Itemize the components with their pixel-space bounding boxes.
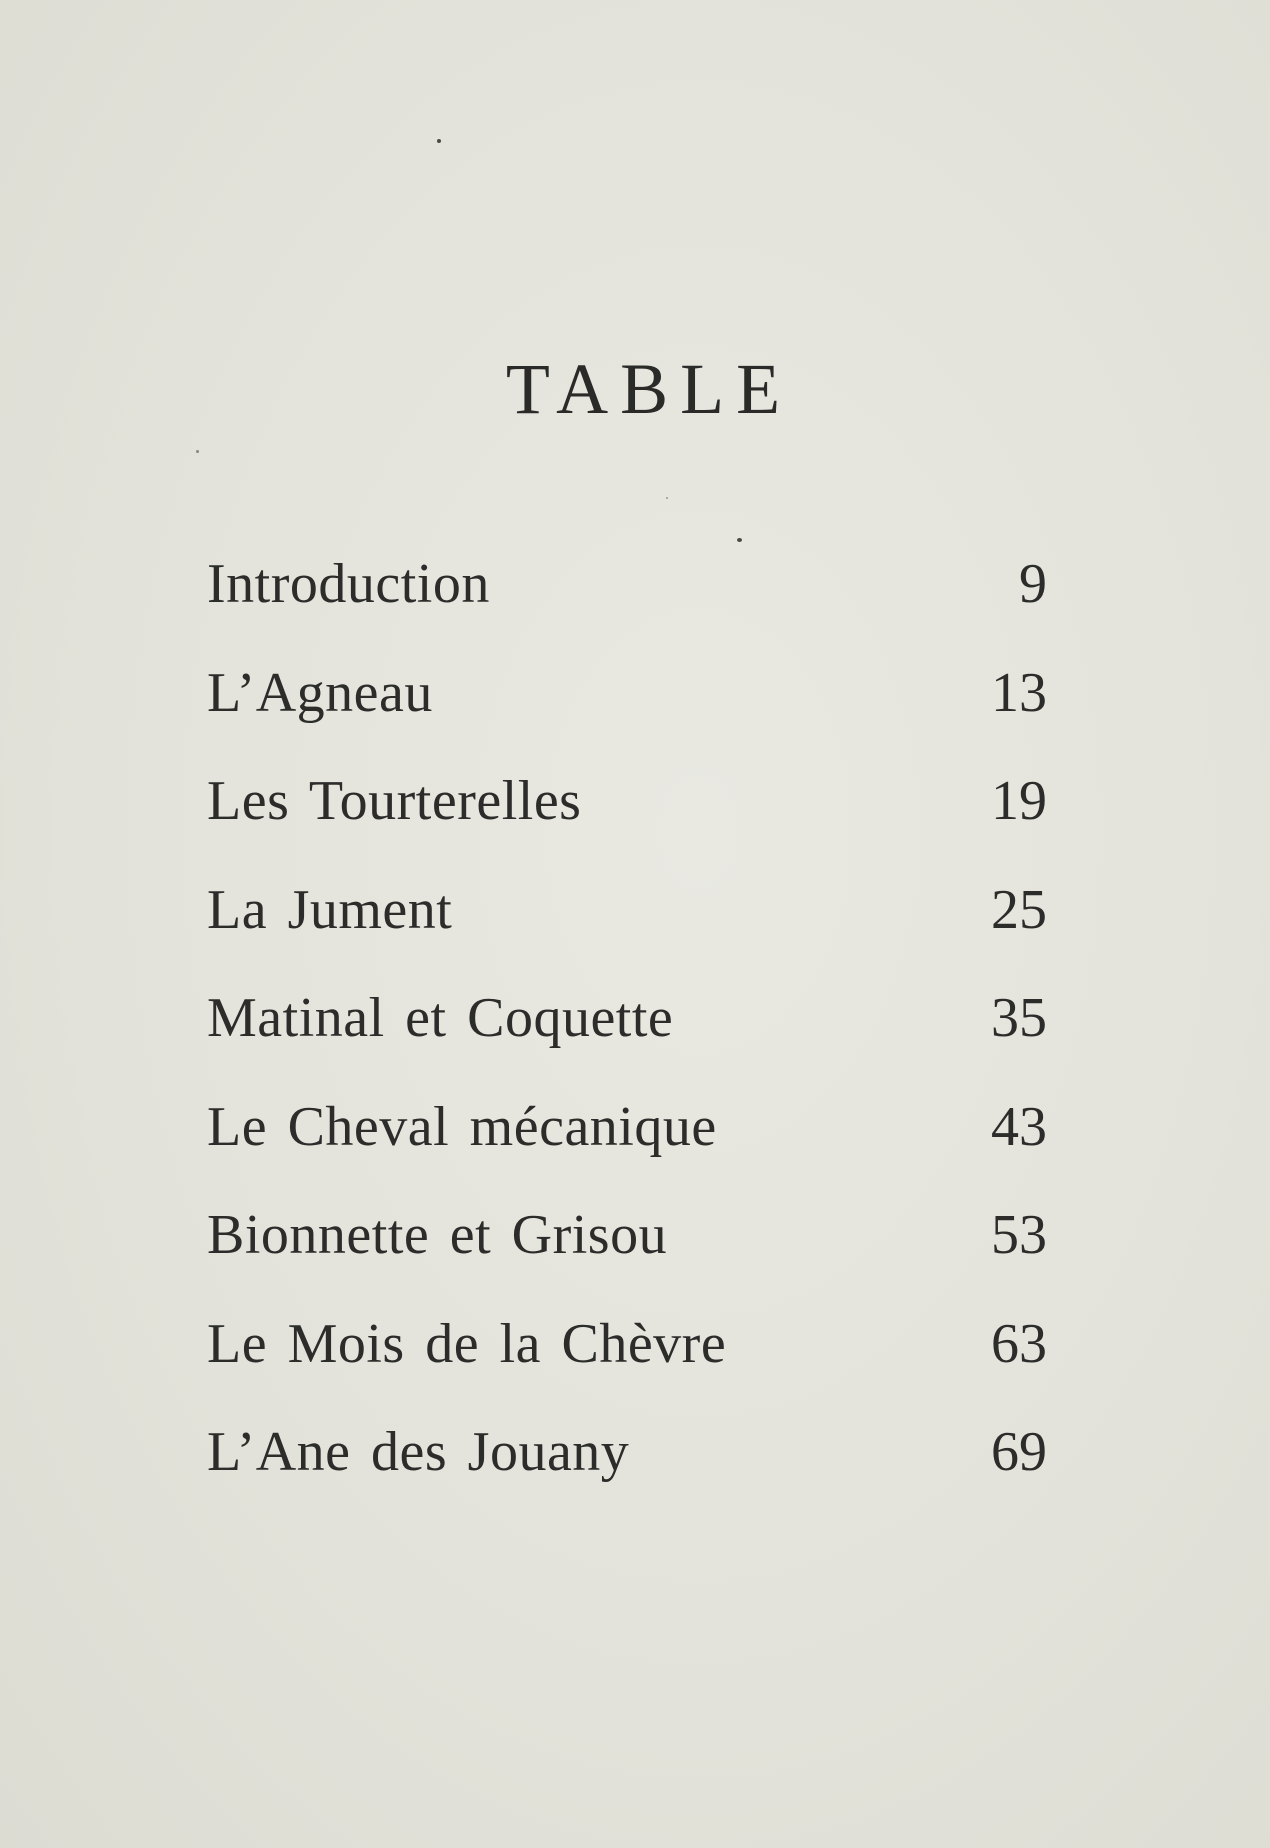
toc-entry-page: 63 [991, 1312, 1047, 1375]
toc-entry-page: 69 [991, 1421, 1047, 1483]
toc-entry[interactable] [207, 1308, 1047, 1417]
toc-entry[interactable] [207, 874, 1047, 983]
toc-entry[interactable] [207, 548, 1047, 657]
toc-entry-title: L’Agneau [207, 661, 433, 724]
toc-entry-page: 43 [991, 1095, 1047, 1158]
toc-entry-title: Introduction [207, 553, 490, 615]
toc-entry[interactable] [207, 1199, 1047, 1308]
toc-entry[interactable] [207, 657, 1047, 766]
toc-entry-title: Bionnette et Grisou [207, 1204, 668, 1266]
toc-entry-page: 35 [991, 987, 1047, 1049]
ink-speck [666, 497, 668, 499]
toc-entry-page: 25 [991, 878, 1047, 941]
toc-entry-title: Les Tourterelles [207, 770, 582, 832]
toc-entry-title: Matinal et Coquette [207, 987, 674, 1049]
toc-entry-page: 9 [1019, 553, 1047, 615]
toc-entry-page: 19 [991, 770, 1047, 832]
ink-speck [737, 538, 742, 542]
ink-speck [437, 139, 441, 143]
toc-entry[interactable] [207, 1091, 1047, 1200]
toc-entry-title: La Jument [207, 878, 453, 941]
toc-entry[interactable] [207, 765, 1047, 874]
toc-entry[interactable] [207, 1416, 1047, 1525]
table-of-contents [207, 548, 1047, 1525]
page-title: TABLE [505, 349, 793, 430]
toc-entry-title: Le Mois de la Chèvre [207, 1312, 727, 1375]
toc-entry-page: 13 [991, 661, 1047, 724]
toc-entry-title: L’Ane des Jouany [207, 1421, 630, 1483]
ink-speck [196, 450, 199, 453]
toc-entry[interactable] [207, 982, 1047, 1091]
toc-entry-page: 53 [991, 1204, 1047, 1266]
toc-entry-title: Le Cheval mécanique [207, 1095, 717, 1158]
